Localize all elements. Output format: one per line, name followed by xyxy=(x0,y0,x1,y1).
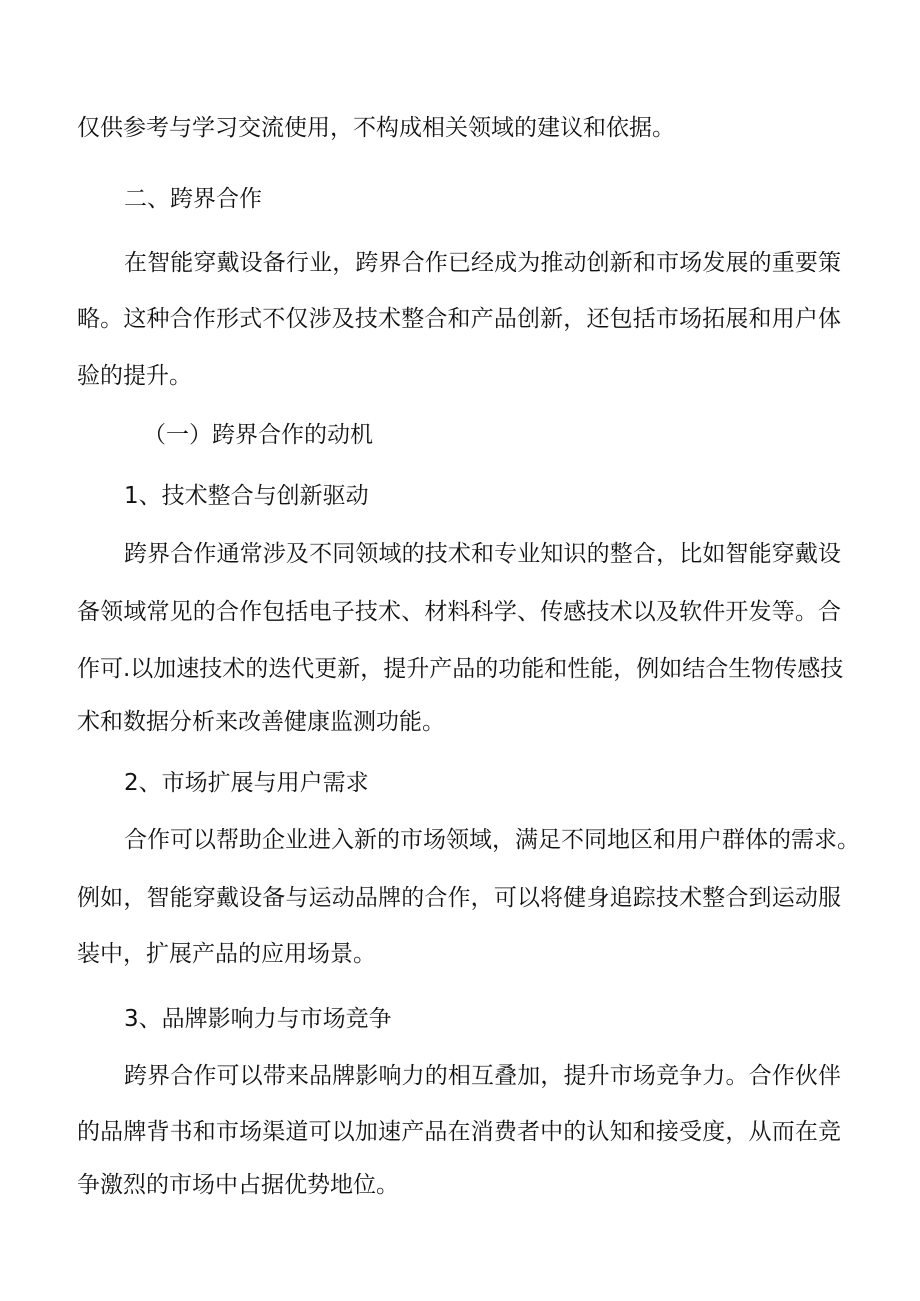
paragraph-line: 例如，智能穿戴设备与运动品牌的合作，可以将健身追踪技术整合到运动服 xyxy=(77,885,841,911)
paragraph-line: 跨界合作可以带来品牌影响力的相互叠加，提升市场竞争力。合作伙伴 xyxy=(124,1063,841,1089)
paragraph-line: 略。这种合作形式不仅涉及技术整合和产品创新，还包括市场拓展和用户体 xyxy=(77,306,841,332)
paragraph-line: 作可.以加速技术的迭代更新，提升产品的功能和性能，例如结合生物传感技 xyxy=(77,656,844,682)
paragraph-line: 争激烈的市场中占据优势地位。 xyxy=(77,1172,399,1198)
paragraph-line: 装中，扩展产品的应用场景。 xyxy=(77,941,376,967)
subsection-heading: （一）跨界合作的动机 xyxy=(143,422,373,448)
section-heading: 二、跨界合作 xyxy=(124,186,262,212)
paragraph-line: 术和数据分析来改善健康监测功能。 xyxy=(77,709,445,735)
paragraph-line: 验的提升。 xyxy=(77,363,192,389)
paragraph-line: 合作可以帮助企业进入新的市场领域，满足不同地区和用户群体的需求。 xyxy=(124,827,860,853)
item-heading: 2、市场扩展与用户需求 xyxy=(124,770,369,796)
paragraph-line: 在智能穿戴设备行业，跨界合作已经成为推动创新和市场发展的重要策 xyxy=(124,250,841,276)
disclaimer-line: 仅供参考与学习交流使用，不构成相关领域的建议和依据。 xyxy=(77,115,675,141)
paragraph-line: 跨界合作通常涉及不同领域的技术和专业知识的整合，比如智能穿戴设 xyxy=(124,541,841,567)
paragraph-line: 的品牌背书和市场渠道可以加速产品在消费者中的认知和接受度，从而在竞 xyxy=(77,1119,841,1145)
paragraph-line: 备领域常见的合作包括电子技术、材料科学、传感技术以及软件开发等。合 xyxy=(77,599,841,625)
item-heading: 1、技术整合与创新驱动 xyxy=(124,483,369,509)
item-heading: 3、品牌影响力与市场竞争 xyxy=(124,1006,392,1032)
